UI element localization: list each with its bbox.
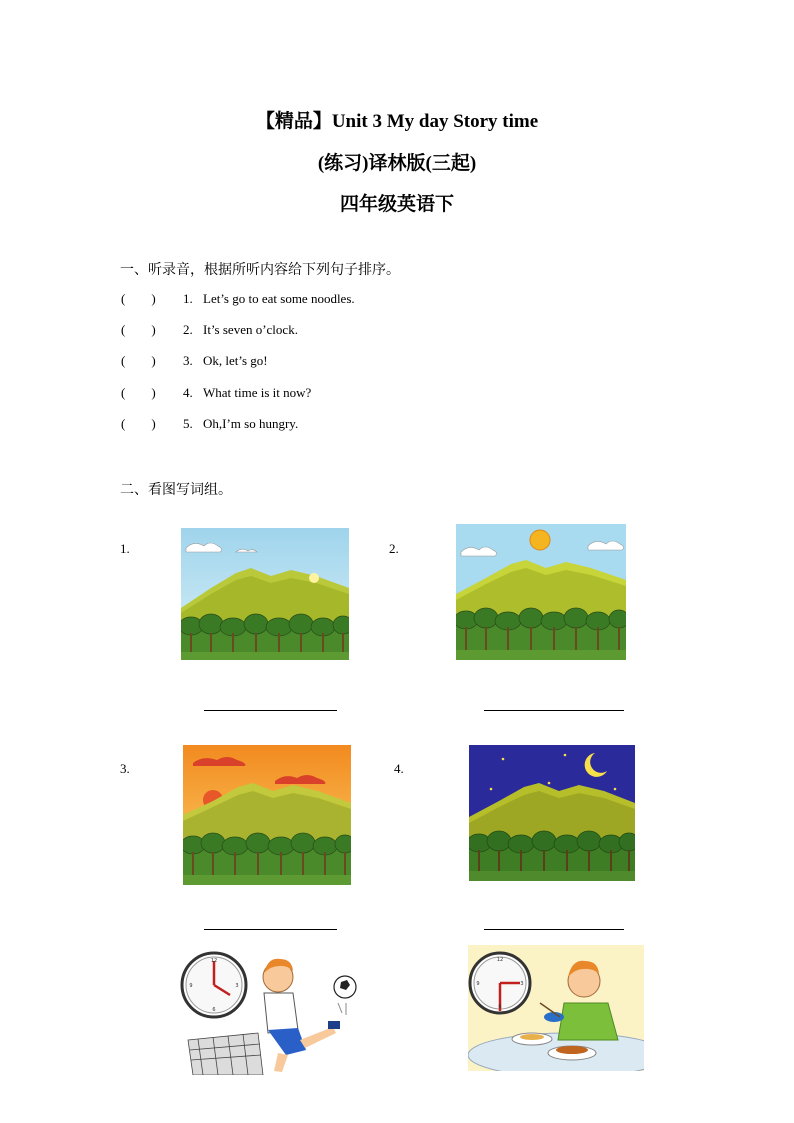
item-sentence: Oh,I’m so hungry.: [203, 416, 299, 431]
item-sentence: Ok, let’s go!: [203, 353, 268, 368]
noon-scene-image: [456, 524, 626, 660]
answer-line[interactable]: [484, 710, 624, 711]
answer-blank[interactable]: ( ): [121, 353, 156, 368]
early-morning-scene-image: [181, 528, 349, 660]
item-number: 4.: [183, 385, 193, 400]
evening-scene-image: [183, 745, 351, 885]
svg-text:12: 12: [210, 958, 218, 964]
svg-text:6: 6: [498, 1004, 502, 1010]
answer-blank[interactable]: ( ): [121, 291, 156, 306]
answer-blank[interactable]: ( ): [121, 322, 156, 337]
svg-text:3: 3: [235, 983, 239, 989]
picture-number: 1.: [120, 541, 130, 556]
page-title-line-3: 四年级英语下: [339, 194, 454, 215]
item-number: 2.: [183, 322, 193, 337]
section-2-heading: 二、看图写词组。: [120, 482, 232, 498]
page-title-line-2: (练习)译林版(三起): [317, 153, 477, 174]
section-1-heading: 一、听录音，根据所听内容给下列句子排序。: [120, 262, 400, 278]
svg-text:9: 9: [476, 981, 480, 987]
boy-eating-dinner-image: [468, 945, 644, 1071]
answer-line[interactable]: [204, 710, 337, 711]
answer-line[interactable]: [484, 929, 624, 930]
ordering-item: [121, 416, 298, 432]
ordering-item: [121, 353, 268, 369]
picture-number: 2.: [389, 541, 399, 556]
item-sentence: What time is it now?: [203, 385, 312, 400]
svg-text:3: 3: [520, 981, 524, 987]
boy-playing-football-image: [178, 945, 362, 1075]
answer-line[interactable]: [204, 929, 337, 930]
svg-text:9: 9: [189, 983, 193, 989]
item-sentence: Let’s go to eat some noodles.: [203, 291, 355, 306]
svg-text:12: 12: [496, 957, 504, 963]
ordering-item: [121, 322, 298, 338]
svg-text:6: 6: [212, 1007, 216, 1013]
picture-number: 4.: [394, 761, 404, 776]
night-scene-image: [469, 745, 635, 881]
ordering-item: [121, 291, 355, 307]
item-sentence: It’s seven o’clock.: [203, 322, 298, 337]
item-number: 5.: [183, 416, 193, 431]
answer-blank[interactable]: ( ): [121, 385, 156, 400]
page-title-line-1: 【精品】Unit 3 My day Story time: [255, 111, 539, 132]
item-number: 1.: [183, 291, 193, 306]
ordering-item: [121, 385, 311, 401]
answer-blank[interactable]: ( ): [121, 416, 156, 431]
item-number: 3.: [183, 353, 193, 368]
picture-number: 3.: [120, 761, 130, 776]
